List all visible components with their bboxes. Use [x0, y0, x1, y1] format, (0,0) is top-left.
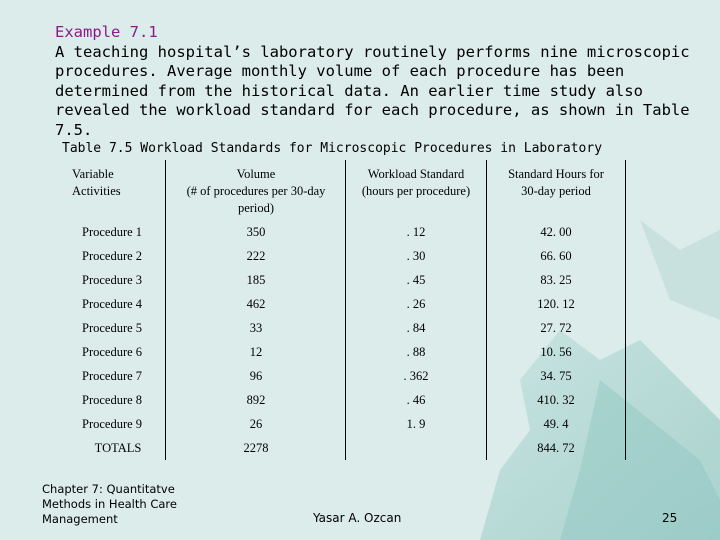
procedure-volume: 12: [249, 345, 263, 359]
procedure-volume: 462: [246, 297, 266, 311]
procedure-volume: 350: [246, 225, 266, 239]
page-number: 25: [662, 511, 678, 525]
workload-standard: . 26: [406, 297, 426, 311]
problem-statement: A teaching hospital’s laboratory routinely performs nine microscopic procedures. Average monthly volume of each procedure has been determined from the historical data. An earlier time study also revealed the workload standard for each procedure, as shown in Table 7.5.: [55, 42, 690, 139]
procedure-volume: 96: [249, 369, 263, 383]
procedure-name: Procedure 6: [82, 345, 143, 359]
standard-hours: 42. 00: [540, 225, 572, 239]
procedure-volume: 892: [246, 393, 266, 407]
workload-standard: . 45: [406, 273, 426, 287]
procedure-volume: 222: [246, 249, 266, 263]
procedure-name: Procedure 4: [82, 297, 143, 311]
table-caption: Table 7.5 Workload Standards for Microscopic Procedures in Laboratory: [62, 141, 603, 156]
heading-block: [55, 23, 695, 140]
column-divider: [345, 160, 346, 460]
total-volume: 2278: [243, 441, 269, 455]
procedure-name: Procedure 3: [82, 273, 143, 287]
total-standard-hours: 844. 72: [537, 441, 575, 455]
workload-standard: . 88: [406, 345, 426, 359]
column-divider: [486, 160, 487, 460]
procedure-name: Procedure 9: [82, 417, 143, 431]
workload-table: [64, 160, 626, 460]
standard-hours: 120. 12: [537, 297, 575, 311]
standard-hours: 34. 75: [540, 369, 572, 383]
procedure-name: Procedure 1: [82, 225, 143, 239]
totals-label: TOTALS: [94, 441, 142, 455]
author-footer: Yasar A. Ozcan: [313, 511, 402, 525]
procedure-volume: 33: [249, 321, 263, 335]
standard-hours: 83. 25: [540, 273, 572, 287]
standard-hours: 27. 72: [540, 321, 572, 335]
procedure-name: Procedure 5: [82, 321, 143, 335]
standard-hours: 66. 60: [540, 249, 572, 263]
standard-hours: 49. 4: [543, 417, 569, 431]
header-standard-hours: Standard Hours for 30-day period: [508, 167, 604, 198]
workload-standard: . 84: [406, 321, 426, 335]
workload-standard: . 30: [406, 249, 426, 263]
procedure-volume: 26: [249, 417, 263, 431]
example-title: Example 7.1: [55, 23, 158, 41]
procedure-name: Procedure 2: [82, 249, 143, 263]
header-workload-standard: Workload Standard (hours per procedure): [361, 167, 471, 198]
chapter-footer: Chapter 7: Quantitatve Methods in Health Care Management: [42, 482, 177, 526]
standard-hours: 10. 56: [540, 345, 572, 359]
workload-standard: . 12: [406, 225, 426, 239]
procedure-name: Procedure 7: [82, 369, 143, 383]
column-divider: [625, 160, 626, 460]
workload-standard: . 362: [403, 369, 429, 383]
workload-standard: . 46: [406, 393, 426, 407]
header-activities: Variable Activities: [72, 167, 121, 198]
procedure-volume: 185: [246, 273, 266, 287]
header-volume: Volume (# of procedures per 30-day period): [186, 167, 326, 215]
procedure-name: Procedure 8: [82, 393, 143, 407]
standard-hours: 410. 32: [537, 393, 575, 407]
workload-standard: 1. 9: [406, 417, 426, 431]
